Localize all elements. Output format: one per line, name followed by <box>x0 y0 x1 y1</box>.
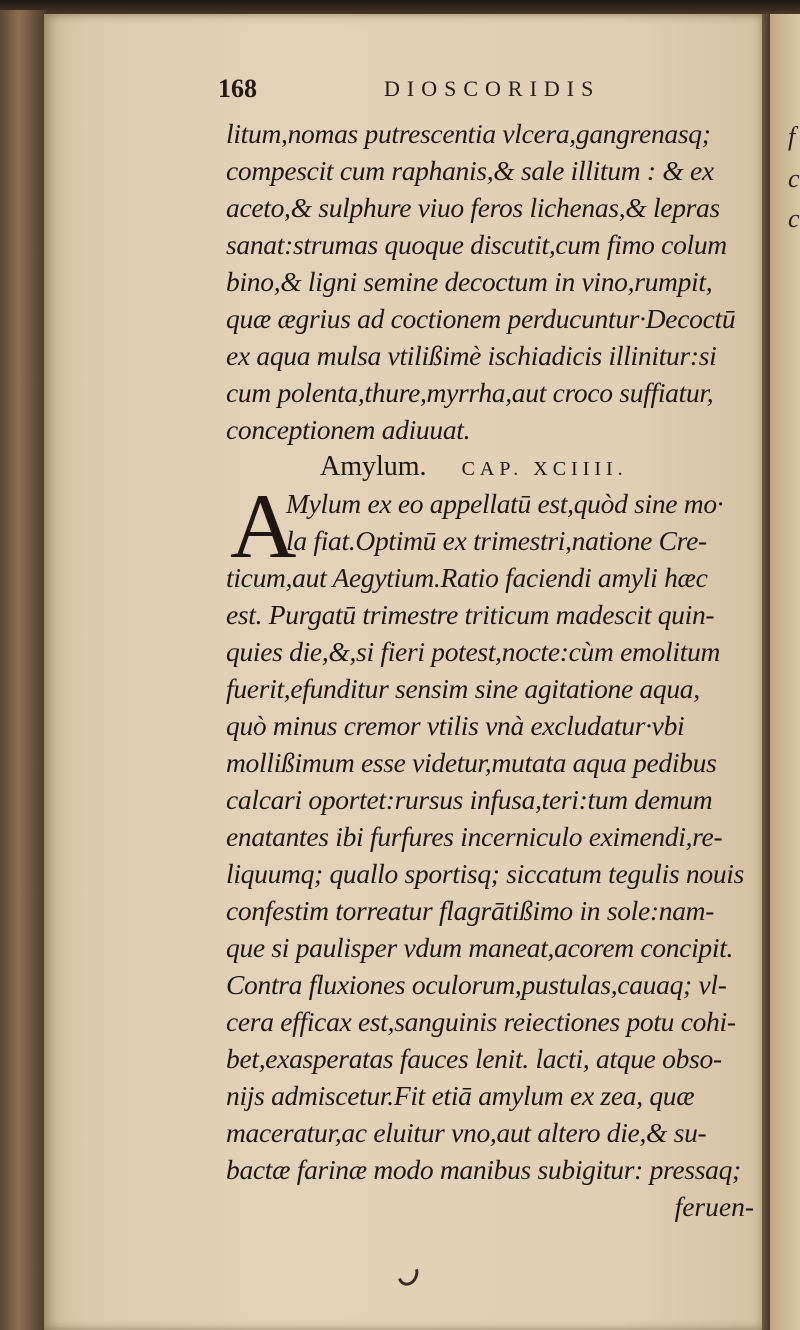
text-line: fuerit,efunditur sensim sine agitatione aqua, <box>226 673 700 704</box>
text-line: Mylum ex eo appellatū est,quòd sine mo· <box>286 488 724 519</box>
drop-cap-paragraph <box>226 475 766 577</box>
text-line: aceto,& sulphure viuo feros lichenas,& lepras <box>226 192 720 223</box>
next-page-letter: f <box>788 122 796 151</box>
text-line: liquumq; quallo sportisq; siccatum tegulis nouis <box>226 858 745 889</box>
next-page-letter: c <box>788 164 800 193</box>
book-binding <box>0 10 46 1330</box>
text-line: bet,exasperatas fauces lenit. lacti, atque obso- <box>226 1043 722 1074</box>
drop-cap: A <box>230 475 297 577</box>
running-head: DIOSCORIDIS <box>384 76 601 101</box>
text-line: Contra fluxiones oculorum,pustulas,cauaq; vl- <box>226 969 727 1000</box>
catchword: feruen- <box>674 1191 754 1222</box>
next-page-letter: c <box>788 204 800 233</box>
text-line: cera efficax est,sanguinis reiectiones potu cohi- <box>226 1006 736 1037</box>
text-line: quies die,&,si fieri potest,nocte:cùm emolitum <box>226 636 721 667</box>
text-line: maceratur,ac eluitur vno,aut altero die,& su- <box>226 1117 707 1148</box>
text-line: sanat:strumas quoque discutit,cum fimo colum <box>226 229 727 260</box>
text-line: la fiat.Optimū ex trimestri,natione Cre- <box>286 525 707 556</box>
text-line: calcari oportet:rursus infusa,teri:tum demum <box>226 784 713 815</box>
text-line: quò minus cremor vtilis vnà excludatur·vbi <box>226 710 685 741</box>
text-line: est. Purgatū trimestre triticum madescit quin- <box>226 599 715 630</box>
text-line: compescit cum raphanis,& sale illitum : & ex <box>226 155 714 186</box>
text-line: ex aqua mulsa vtilißimè ischiadicis illinitur:si <box>226 340 717 371</box>
text-line: quæ ægrius ad coctionem perducuntur·Decoctū <box>226 303 736 334</box>
text-line: ticum,aut Aegytium.Ratio faciendi amyli hæc <box>226 562 708 593</box>
text-line: cum polenta,thure,myrrha,aut croco suffiatur, <box>226 377 714 408</box>
chapter-title: Amylum. <box>320 451 427 482</box>
page-number: 168 <box>218 74 257 103</box>
chapter-number: CAP. XCIIII. <box>461 458 628 480</box>
text-line: bino,& ligni semine decoctum in vino,rumpit, <box>226 266 713 297</box>
text-line: mollißimum esse videtur,mutata aqua pedibus <box>226 747 717 778</box>
text-block <box>226 115 766 1225</box>
text-line: litum,nomas putrescentia vlcera,gangrenasq; <box>226 118 711 149</box>
text-line: nijs admiscetur.Fit etiā amylum ex zea, quæ <box>226 1080 695 1111</box>
chapter-heading <box>226 448 766 485</box>
text-line: enatantes ibi furfures incerniculo eximendi,re- <box>226 821 723 852</box>
text-line: bactæ farinæ modo manibus subigitur: pressaq; <box>226 1154 741 1185</box>
text-line: que si paulisper vdum maneat,acorem concipit. <box>226 932 734 963</box>
page-header <box>218 74 648 110</box>
text-line: conceptionem adiuuat. <box>226 414 471 445</box>
next-page-edge <box>770 14 800 1330</box>
text-line: confestim torreatur flagrātißimo in sole:nam- <box>226 895 715 926</box>
